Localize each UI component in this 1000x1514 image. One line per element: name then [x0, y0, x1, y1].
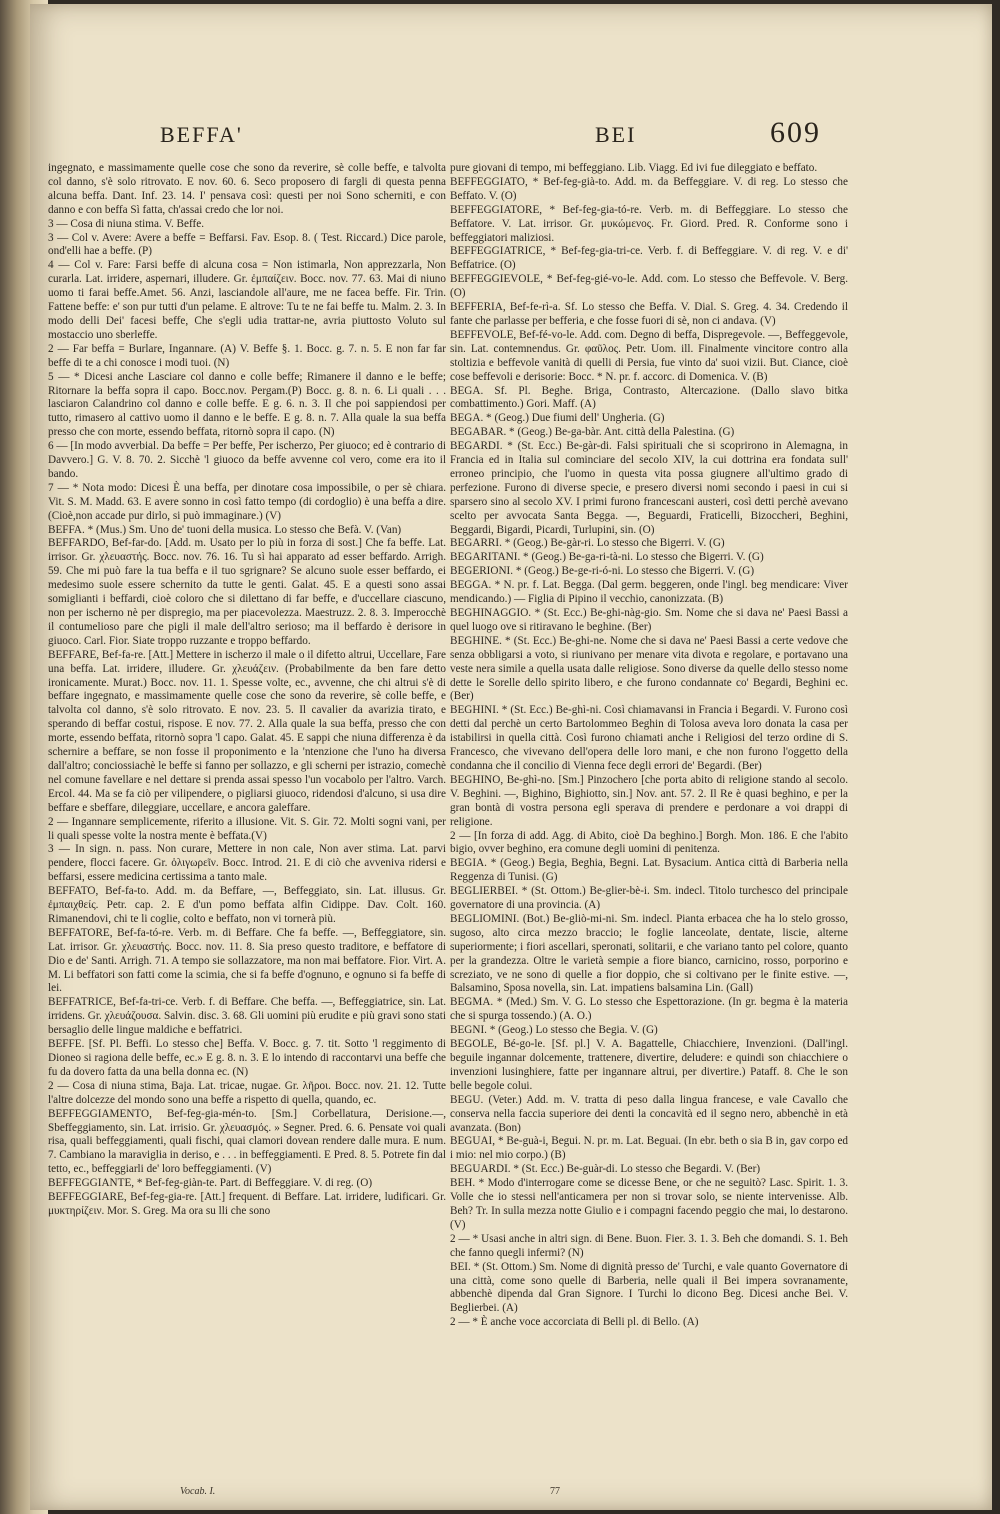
dictionary-entry: 2 — Ingannare semplicemente, riferito a illusione. Vit. S. Gir. 72. Molti sogni vani, per li quali spesse volte la nostra mente è beffata.(V): [48, 815, 446, 842]
dictionary-entry: BEFFERIA, Bef-fe-rì-a. Sf. Lo stesso che Beffa. V. Dial. S. Greg. 4. 34. Credendo il fante che parlasse per befferia, e che fosse fuori di sè, non ci andava. (V): [450, 301, 848, 327]
right-guide-word: BEI: [595, 122, 637, 147]
dictionary-entry: BEFFATORE, Bef-fa-tó-re. Verb. m. di Beffare. Che fa beffe. —, Beffeggiatore, sin. Lat. irrisor. Gr. χλευαστής. Bocc. nov. 11. 8. Sia preso questo traditore, e beffatore di Dio e de' Santi. Arrigh. 71. A tempo sie sollazzatore, ma non mai beffatore. Fior. Virt. A. M. Li beffatori son fatti come la scimia, che si fa beffe d'ognuno, e ognuno si fa beffe di lei.: [48, 926, 446, 995]
dictionary-entry: BEGUAI, * Be-guà-i, Begui. N. pr. m. Lat. Beguai. (In ebr. beth o sia B in, gav corpo ed i mio: nel mio corpo.) (B): [450, 1135, 848, 1162]
dictionary-entry: 5 — * Dicesi anche Lasciare col danno e colle beffe; Rimanere il danno e le beffe; Ritornare la beffa sopra il capo. Bocc.nov. Pergam.(P) Bocc. g. 8. n. 6. Li quali . . . lasciaron Calandrino col danno e colle beffe. E g. 6. n. 3. Il che poi sappiendosi per tutto, rimasero al cattivo uomo il danno e le beffe. E g. 8. n. 7. Alla quale la sua beffa presso che con morte, essendo beffata, ritornò sopra il capo. (N): [48, 370, 446, 439]
dictionary-entry: BEFFARE, Bef-fa-re. [Att.] Mettere in ischerzo il male o il difetto altrui, Uccellare, Fare una beffa. Lat. irridere, illudere. Gr. χλευάζειν. (Probabilmente da ben fare detto ironicamente. Murat.) Bocc. nov. 11. 1. Spesse volte, ec., avvenne, che chi altrui s'è di beffare ingegnato, e massimamente quelle cose che sono da reverire, sè colle beffe, e talvolta col danno, s'è solo ritrovato. E nov. 23. 5. Il cavalier da avarizia tirato, e sperando di beffar costui, rispose. E nov. 77. 2. Alla quale la sua beffa, presso che con morte, essendo beffata, ritornò sopra 'l capo. Galat. 45. E sappi che niuna differenza è da schernire a beffare, se non fosse il proponimento e la 'ntenzione che l'uno ha diversa dall'altro; conciossiachè le beffe si fanno per sollazzo, e gli scherni per istrazio, comechè nel comune favellare e nel dettare si prenda assai spesso l'un vocabolo per l'altro. Varch. Ercol. 44. Ma se fa ciò per vilipendere, o pigliarsi giuoco, ridendosi d'alcuno, si usa dire beffare e sbeffare, dileggiare, uccellare, e ancora galeffare.: [48, 648, 446, 814]
dictionary-entry: BEFFEVOLE, Bef-fé-vo-le. Add. com. Degno di beffa, Dispregevole. —, Beffeggevole, sin. Lat. contemnendus. Gr. φαῦλος. Petr. Uom. ill. Finalmente vincitore contro alla stoltizia e beffevole vanità di quelli di Persia, fue vinto da' suoi vizii. But. Ciance, cioè cose beffevoli e derisorie: Bocc. * N. pr. f. accorc. di Domenica. V. (B): [450, 328, 848, 383]
dictionary-entry: BEFFEGGIANTE, * Bef-feg-giàn-te. Part. di Beffeggiare. V. di reg. (O): [48, 1177, 373, 1190]
dictionary-entry: BEGA. * (Geog.) Due fiumi dell' Ungheria. (G): [450, 412, 665, 425]
dictionary-entry: BEFFEGGIATRICE, * Bef-feg-gia-tri-ce. Verb. f. di Beffeggiare. V. di reg. V. e di' Beffatrice. (O): [450, 245, 848, 272]
dictionary-entry: BEFFEGGIATO, * Bef-feg-già-to. Add. m. da Beffeggiare. V. di reg. Lo stesso che Beffato. V. (O): [450, 175, 848, 202]
dictionary-entry: 2 — [In forza di add. Agg. di Abito, cioè Da beghino.] Borgh. Mon. 186. E che l'abito bigio, ovver beghino, era comune degli uomini di penitenza.: [450, 829, 848, 856]
dictionary-entry: BEFFEGGIAMENTO, Bef-feg-gia-mén-to. [Sm.] Corbellatura, Derisione.—, Sbeffeggiamento, sin. Lat. irrisio. Gr. χλευασμός. » Segner. Pred. 6. 6. Pensate voi quali risa, quali beffeggiamenti, quali fischi, quai clamori dovean rendere dalle mura. E num. 7. Cambiano la maraviglia in deriso, e . . . in beffeggiamenti. E Pred. 8. 5. Potrete fin dal tetto, ec., beffeggiarli de' loro beffeggiamenti. (V): [48, 1107, 446, 1176]
dictionary-entry: BEGABAR. * (Geog.) Be-ga-bàr. Ant. città della Palestina. (G): [450, 426, 735, 439]
dictionary-entry: 2 — Cosa di niuna stima, Baja. Lat. tricae, nugae. Gr. λῆροι. Bocc. nov. 21. 12. Tutte l'altre dolcezze del mondo sono una beffe a rispetto di quella, quando, ec.: [48, 1079, 446, 1106]
dictionary-entry: BEGA. Sf. Pl. Beghe. Briga, Contrasto, Altercazione. (Dallo slavo bitka combattimento.) Gori. Maff. (A): [450, 384, 848, 411]
dictionary-entry: 3 — In sign. n. pass. Non curare, Mettere in non cale, Non aver stima. Lat. parvi pendere, flocci facere. Gr. ὀλιγωρεῖν. Bocc. Introd. 21. E di ciò che avveniva ridersi e beffarsi, essere medicina certissima a tanto male.: [48, 843, 446, 884]
dictionary-entry: BEGHINI. * (St. Ecc.) Be-ghì-ni. Così chiamavansi in Francia i Begardi. V. Furono così detti dal perchè un certo Bartolommeo Beghin di Tolosa aveva loro donata la casa per istabilirsi in quella città. Così furono chiamati anche i Religiosi del terzo ordine di S. Francesco, che vivevano dell'opera delle loro mani, e che non furono l'oggetto della condanna che il concilio di Vienna fece degli errori de' Begardi. (Ber): [450, 704, 848, 772]
dictionary-entry: BEGERIONI. * (Geog.) Be-ge-ri-ó-ni. Lo stesso che Bigerri. V. (G): [450, 565, 755, 578]
dictionary-entry: pure giovani di tempo, mi beffeggiano. Lib. Viagg. Ed ivi fue dileggiato e beffato.: [450, 162, 818, 174]
dictionary-entry: BEFFEGGIEVOLE, * Bef-feg-gié-vo-le. Add. com. Lo stesso che Beffevole. V. Berg. (O): [450, 273, 848, 300]
dictionary-entry: 4 — Col v. Fare: Farsi beffe di alcuna cosa = Non istimarla, Non apprezzarla, Non curarla. Lat. irridere, aspernari, illudere. Gr. ἐμπαίζειν. Bocc. nov. 77. 63. Mai di niuno uomo ti farai beffe.Amet. 56. Anzi, lasciandole all'aure, me ne facea beffe. Fir. Trin. Fattene beffe: e' son pur tutti d'un pelame. E altrove: Tu te ne fai beffe tu. Malm. 2. 3. In modo delli Dei' facesi beffe, Che s'egli udia trattar-ne, avria piuttosto Voluto sul mostaccio uno sberleffe.: [48, 259, 446, 341]
dictionary-entry: 6 — [In modo avverbial. Da beffe = Per beffe, Per ischerzo, Per giuoco; ed è contrario di Davvero.] G. V. 8. 70. 2. Sicchè 'l giuoco da beffe avvenne col vero, come era ito il bando.: [48, 440, 446, 480]
dictionary-entry: BEGARDI. * (St. Ecc.) Be-gàr-di. Falsi spirituali che si scoprirono in Alemagna, in Francia ed in Italia sul cominciare del secolo XIV, la cui dottrina era fondata sull' erroneo principio, che l'uomo in questa vita possa giugnere all'ultimo grado di perfezione. Furono di diverse specie, e presero diversi nomi secondo i paesi in cui si sparsero sino al secolo XV. I primi furono francescani austeri, così detti perchè avevano scelto per avvocata Santa Begga. —, Beguardi, Fraticelli, Bizoccheri, Beghini, Beggardi, Bigardi, Picardi, Turlupini, sin. (O): [450, 440, 848, 536]
dictionary-entry: 7 — * Nota modo: Dicesi È una beffa, per dinotare cosa impossibile, o per sè chiara. Vit. S. M. Madd. 63. E avere sonno in così fatto tempo (di cordoglio) è una beffa a dire.(Cioè,non accade pur dirlo, si può immaginare.) (V): [48, 481, 446, 522]
dictionary-entry: BEGNI. * (Geog.) Lo stesso che Begia. V. (G): [450, 1024, 658, 1037]
dictionary-entry: BEH. * Modo d'interrogare come se dicesse Bene, or che ne seguitò? Lasc. Spirit. 1. 3. Volle che io stessi nell'anticamera per non si trovar solo, se niente intervenisse. Alb. Beh? Tr. In sulla mezza notte Giulio e i compagni facendo peggio che mai, lo destarono. (V): [450, 1177, 848, 1231]
right-column: [450, 162, 848, 1462]
dictionary-entry: BEFFATRICE, Bef-fa-tri-ce. Verb. f. di Beffare. Che beffa. —, Beffeggiatrice, sin. Lat. irridens. Gr. χλευάζουσα. Salvin. disc. 3. 68. Gli uomini più erudite e più gravi sono stati bersaglio delle lingue maldiche e beffatrici.: [48, 996, 446, 1037]
dictionary-entry: BEFFA. * (Mus.) Sm. Uno de' tuoni della musica. Lo stesso che Befà. V. (Van): [48, 523, 402, 536]
dictionary-entry: BEFFEGGIARE, Bef-feg-gia-re. [Att.] frequent. di Beffare. Lat. irridere, ludificari. Gr. μυκτηρίζειν. Mor. S. Greg. Ma ora su lli che sono: [48, 1191, 446, 1217]
dictionary-entry: BEGGA. * N. pr. f. Lat. Begga. (Dal germ. beggeren, onde l'ingl. beg mendicare: Viver mendicando.) — Figlia di Pipino il vecchio, canonizzata. (B): [450, 579, 848, 606]
dictionary-entry: BEGHINAGGIO. * (St. Ecc.) Be-ghi-nàg-gio. Sm. Nome che si dava ne' Paesi Bassi a quel luogo ove si ritiravano le beghine. (Ber): [450, 607, 848, 633]
dictionary-entry: BEGUARDI. * (St. Ecc.) Be-guàr-di. Lo stesso che Begardi. V. (Ber): [450, 1163, 761, 1176]
dictionary-entry: BEGOLE, Bé-go-le. [Sf. pl.] V. A. Bagattelle, Chiacchiere, Invenzioni. (Dall'ingl. beguile ingannar dolcemente, trattenere, divertire, deludere: e quindi son chiacchiere o invenzioni lusinghiere, fatte per ingannare altrui, per divertire.) Pataff. 8. Che le son belle begole colui.: [450, 1038, 848, 1092]
footer-signature: 77: [550, 1486, 560, 1497]
dictionary-entry: 2 — Far beffa = Burlare, Ingannare. (A) V. Beffe §. 1. Bocc. g. 7. n. 5. E non far far beffe di te a chi conosce i modi tuoi. (N): [48, 342, 446, 369]
dictionary-entry: BEFFEGGIATORE, * Bef-feg-gia-tó-re. Verb. m. di Beffeggiare. Lo stesso che Beffatore. V. Lat. irrisor. Gr. μυκώμενος. Fr. Giord. Pred. R. Conforme sono i beffeggiatori maliziosi.: [450, 203, 848, 244]
dictionary-entry: ingegnato, e massimamente quelle cose che sono da reverire, sè colle beffe, e talvolta col danno, s'è solo ritrovato. E nov. 60. 6. Seco proposero di fargli di questa penna alcuna beffa. Dant. Inf. 23. 14. I' pensava così: questi per noi Sono scherniti, e con danno e con beffa Sì fatta, ch'assai credo che lor noi.: [48, 162, 446, 216]
dictionary-entry: BEGARITANI. * (Geog.) Be-ga-ri-tà-ni. Lo stesso che Bigerri. V. (G): [450, 551, 764, 564]
dictionary-entry: BEGLIOMINI. (Bot.) Be-gliò-mi-ni. Sm. indecl. Pianta erbacea che ha lo stelo grosso, sugoso, alto circa mezzo braccio; le foglie lanceolate, dentate, liscie, alterne superiormente; i fiori ascellari, speronati, solitarii, e che variano tanto pel colore, quanto per la grandezza. Oltre le varietà sempie a fiore bianco, carnicino, rosso, porporino e screziato, ve ne sono di quelle a fior doppio, che si coltivano per le finite estive. —, Balsamino, Sposa novella, sin. Lat. impatiens balsamina Lin. (Gall): [450, 912, 848, 995]
dictionary-entry: BEGHINE. * (St. Ecc.) Be-ghi-ne. Nome che si dava ne' Paesi Bassi a certe vedove che senza obbligarsi a voto, si riunivano per menare vita divota e regolare, e portavano una veste nera simile a quella usata dalle religiose. Sono diverse da quelle dello stesso nome dette le Sorelle dello spirito libero, e che furono condannate co' Begardi, Beghini ec. (Ber): [450, 634, 848, 703]
left-guide-word: BEFFA': [160, 122, 243, 147]
dictionary-entry: 2 — * Usasi anche in altri sign. di Bene. Buon. Fier. 3. 1. 3. Beh che domandi. S. 1. Beh che fanno quegli infermi? (N): [450, 1232, 848, 1259]
dictionary-entry: BEFFE. [Sf. Pl. Beffi. Lo stesso che] Beffa. V. Bocc. g. 7. tit. Sotto 'l reggimento di Dioneo si ragiona delle beffe, ec.» E g. 8. n. 3. E lo intendo di raccontarvi una beffe che fu da dovero fatta da una bella donna ec. (N): [48, 1038, 446, 1078]
dictionary-entry: BEFFATO, Bef-fa-to. Add. m. da Beffare, —, Beffeggiato, sin. Lat. illusus. Gr. ἐμπαιχθείς. Petr. cap. 2. E d'un pomo beffata alfin Cidippe. Dav. Colt. 160. Rimanendovi, chi te li coglie, colto e beffato, non vi tornerà più.: [48, 885, 446, 925]
left-column: [48, 162, 446, 1462]
running-header: [30, 116, 992, 162]
dictionary-entry: 3 — Col v. Avere: Avere a beffe = Beffarsi. Fav. Esop. 8. ( Test. Riccard.) Dice parole, ond'elli hae a beffe. (P): [48, 231, 446, 258]
dictionary-entry: 3 — Cosa di niuna stima. V. Beffe.: [48, 217, 204, 230]
dictionary-entry: 2 — * È anche voce accorciata di Belli pl. di Bello. (A): [450, 1316, 699, 1329]
dictionary-entry: BEGIA. * (Geog.) Begia, Beghia, Begni. Lat. Bysacium. Antica città di Barberia nella Reggenza di Tunisi. (G): [450, 857, 848, 884]
dictionary-entry: BEFFARDO, Bef-far-do. [Add. m. Usato per lo più in forza di sost.] Che fa beffe. Lat. irrisor. Gr. χλευαστής. Bocc. nov. 76. 16. Tu sì hai apparato ad esser beffardo. Arrigh. 59. Che mi può fare la tua beffa e il tuo sgrignare? Se alcuno suole esser beffardo, ei medesimo suole essere schernito da tutte le genti. Galat. 45. E a questi sono assai somiglianti i beffardi, cioè coloro che si dilettano di far beffe, e d'uccellare ciascuno, non per ischerno nè per dispregio, ma per piacevolezza. Maestruzz. 2. 8. 3. Imperocchè il contumelioso pare che pigli il male dell'altro serioso; ma il beffardo è derisore in giuoco. Carl. Fior. Siate troppo ruzzante e troppo beffardo.: [48, 537, 446, 647]
dictionary-entry: BEGARRI. * (Geog.) Be-gàr-ri. Lo stesso che Bigerri. V. (G): [450, 537, 725, 550]
dictionary-entry: BEGLIERBEI. * (St. Ottom.) Be-glier-bè-i. Sm. indecl. Titolo turchesco del principale governatore di una provincia. (A): [450, 885, 848, 912]
dictionary-entry: BEGU. (Veter.) Add. m. V. tratta di peso dalla lingua francese, e vale Cavallo che conserva nella faccia superiore dei denti la concavità ed il segno nero, abbenchè in età avanzata. (Bon): [450, 1093, 848, 1134]
footer-volume: Vocab. I.: [180, 1486, 216, 1497]
dictionary-page: [30, 4, 992, 1510]
page-number: 609: [770, 116, 821, 149]
dictionary-entry: BEGMA. * (Med.) Sm. V. G. Lo stesso che Espettorazione. (In gr. begma è la materia che si spurga tossendo.) (A. O.): [450, 996, 848, 1023]
dictionary-entry: BEGHINO, Be-ghì-no. [Sm.] Pinzochero [che porta abito di religione stando al secolo. V. Beghini. —, Bighino, Bighiotto, sin.] Nov. ant. 57. 2. Il Re è quasi beghino, e per la gran bontà di vostra persona egli sperava di prendere e perdonare a voi drappi di religione.: [450, 773, 848, 828]
dictionary-entry: BEI. * (St. Ottom.) Sm. Nome di dignità presso de' Turchi, e vale quanto Governatore di una città, come sono quelle di Barberia, nelle quali il Bei impera sovranamente, abbenchè dipenda dal Gran Signore. I Turchi lo dicono Beg. Dicesi anche Bei. V. Beglierbei. (A): [450, 1260, 848, 1315]
